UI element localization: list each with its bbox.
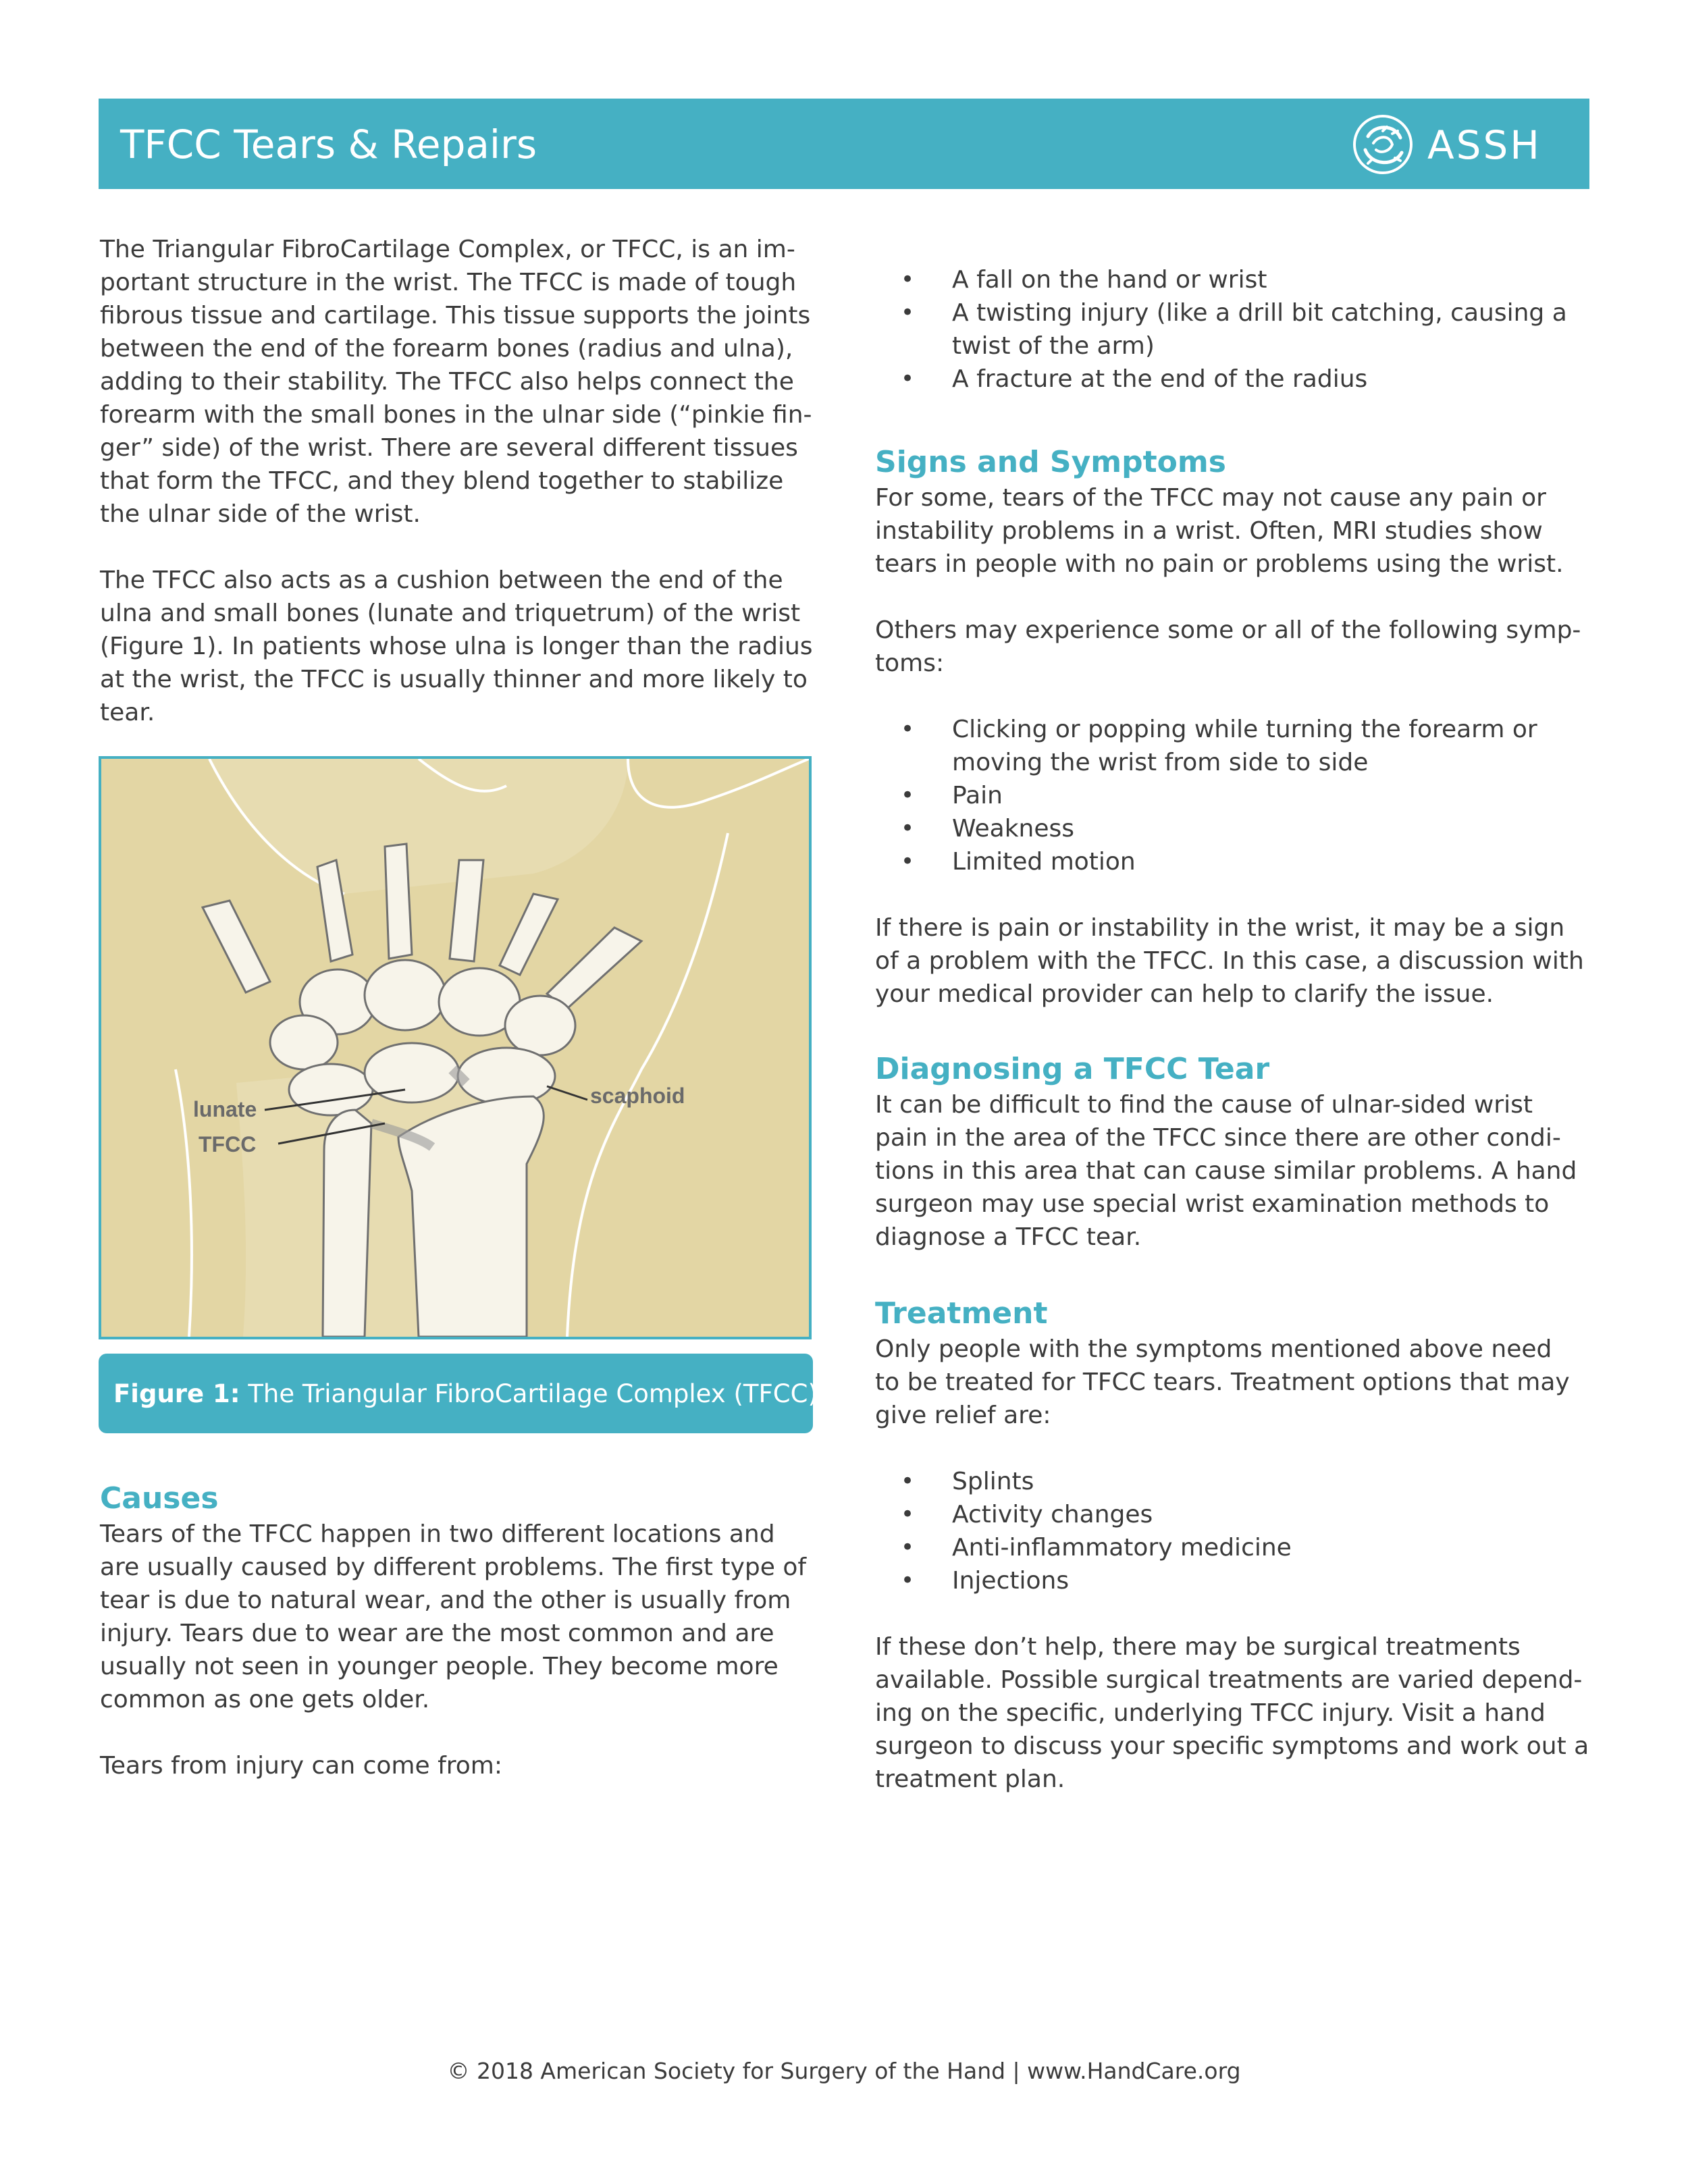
- caption-text: [113, 1378, 818, 1410]
- causes-heading: Causes: [100, 1481, 219, 1516]
- intro-paragraph-2: [100, 564, 816, 729]
- text-line: adding to their stability. The TFCC also helps connect the: [100, 368, 794, 396]
- text-line: Pain: [952, 782, 1003, 809]
- text-line: (Figure 1). In patients whose ulna is longer than the radius: [100, 633, 813, 660]
- list-item: • A fracture at the end of the radius: [875, 363, 1591, 396]
- treatment-heading: Treatment: [875, 1296, 1048, 1331]
- assh-hand-swirl-icon: [1348, 111, 1422, 178]
- list-item: • Weakness: [875, 812, 1591, 845]
- text-line: portant structure in the wrist. The TFCC is made of tough: [100, 269, 797, 296]
- list-item: • Injections: [875, 1564, 1591, 1597]
- text-line: tear is due to natural wear, and the other is usually from: [100, 1587, 791, 1614]
- causes-bullets-section: [875, 263, 1591, 396]
- figure-caption: [99, 1354, 818, 1433]
- text-line: It can be difficult to find the cause of ulnar-sided wrist: [875, 1091, 1533, 1119]
- page-title: TFCC Tears & Repairs: [120, 122, 537, 167]
- text-line: treatment plan.: [875, 1765, 1065, 1793]
- text-line: your medical provider can help to clarify the issue.: [875, 980, 1494, 1008]
- logo-text: ASSH: [1427, 122, 1541, 168]
- text-line: fibrous tissue and cartilage. This tissue supports the joints: [100, 302, 811, 329]
- caption-description: The Triangular FibroCartilage Complex (TFCC): [240, 1379, 818, 1408]
- list-item: • A fall on the hand or wrist: [875, 263, 1591, 296]
- causes-section: [100, 1480, 816, 1782]
- wrist-illustration: [101, 759, 809, 1337]
- text-line: of a problem with the TFCC. In this case, a discussion with: [875, 947, 1584, 975]
- signs-paragraph-1: [875, 481, 1591, 581]
- text-line: Activity changes: [952, 1501, 1153, 1528]
- intro-paragraph-1: [100, 233, 816, 531]
- wrist-figure: [99, 756, 812, 1339]
- text-line: If these don’t help, there may be surgical treatments: [875, 1633, 1521, 1661]
- intro-section: [100, 233, 816, 729]
- text-line: the ulnar side of the wrist.: [100, 500, 421, 528]
- text-line: Tears of the TFCC happen in two different locations and: [100, 1520, 775, 1548]
- text-line: If there is pain or instability in the wrist, it may be a sign: [875, 914, 1565, 942]
- treatment-paragraph-1: [875, 1333, 1591, 1432]
- text-line: A fracture at the end of the radius: [952, 365, 1368, 393]
- caption-label: Figure 1:: [113, 1379, 240, 1408]
- tfcc-label: TFCC: [199, 1132, 257, 1156]
- list-item: • A twisting injury (like a drill bit catching, causing a twist of the arm): [875, 296, 1591, 363]
- list-item: • Splints: [875, 1465, 1591, 1498]
- diagnosing-paragraph: [875, 1088, 1591, 1254]
- text-line: surgeon may use special wrist examination methods to: [875, 1190, 1550, 1218]
- causes-paragraph-1: [100, 1518, 816, 1716]
- text-line: tions in this area that can cause similar problems. A hand: [875, 1157, 1577, 1185]
- assh-logo: [1348, 111, 1571, 178]
- list-item: • Pain: [875, 779, 1591, 812]
- text-line: to be treated for TFCC tears. Treatment options that may: [875, 1368, 1570, 1396]
- list-item: • Anti-inflammatory medicine: [875, 1531, 1591, 1564]
- text-line: Weakness: [952, 815, 1075, 843]
- text-line: usually not seen in younger people. They become more: [100, 1653, 779, 1680]
- text-line: Others may experience some or all of the following symp-: [875, 616, 1581, 644]
- text-line: Limited motion: [952, 848, 1136, 876]
- treatment-section: [875, 1295, 1591, 1796]
- list-item: • Activity changes: [875, 1498, 1591, 1531]
- injury-causes-list: [875, 263, 1591, 396]
- symptoms-list: [875, 713, 1591, 878]
- scaphoid-label: scaphoid: [590, 1084, 685, 1108]
- text-line: The TFCC also acts as a cushion between the end of the: [100, 566, 783, 594]
- text-line: tear.: [100, 699, 155, 726]
- lunate-label: lunate: [193, 1097, 257, 1121]
- text-line: common as one gets older.: [100, 1686, 430, 1713]
- text-line: pain in the area of the TFCC since there are other condi-: [875, 1124, 1561, 1152]
- text-line: ger” side) of the wrist. There are several different tissues: [100, 434, 798, 462]
- text-line: at the wrist, the TFCC is usually thinner and more likely to: [100, 666, 808, 693]
- diagnosing-section: [875, 1050, 1591, 1254]
- text-line: Anti-inflammatory medicine: [952, 1534, 1292, 1562]
- text-line: give relief are:: [875, 1402, 1051, 1429]
- text-line: Clicking or popping while turning the forearm or: [952, 716, 1537, 743]
- text-line: ulna and small bones (lunate and triquetrum) of the wrist: [100, 600, 801, 627]
- text-line: The Triangular FibroCartilage Complex, or TFCC, is an im-: [100, 236, 795, 263]
- treatment-options-list: [875, 1465, 1591, 1597]
- text-line: A fall on the hand or wrist: [952, 266, 1267, 294]
- text-line: diagnose a TFCC tear.: [875, 1223, 1142, 1251]
- text-line: that form the TFCC, and they blend together to stabilize: [100, 467, 784, 495]
- list-item: • Clicking or popping while turning the forearm or moving the wrist from side to side: [875, 713, 1591, 779]
- text-line: A twisting injury (like a drill bit catching, causing a: [952, 299, 1567, 327]
- text-line: Only people with the symptoms mentioned above need: [875, 1335, 1552, 1363]
- signs-section: [875, 444, 1591, 1011]
- signs-heading: Signs and Symptoms: [875, 445, 1226, 479]
- text-line: moving the wrist from side to side: [952, 749, 1369, 776]
- text-line: Injections: [952, 1567, 1070, 1595]
- list-item: • Limited motion: [875, 845, 1591, 878]
- text-line: available. Possible surgical treatments are varied depend-: [875, 1666, 1583, 1694]
- text-line: toms:: [875, 649, 945, 677]
- header-bar: [99, 99, 1589, 189]
- text-line: injury. Tears due to wear are the most common and are: [100, 1620, 774, 1647]
- text-line: Splints: [952, 1468, 1034, 1495]
- text-line: between the end of the forearm bones (radius and ulna),: [100, 335, 793, 363]
- signs-paragraph-3: [875, 911, 1591, 1011]
- text-line: ing on the specific, underlying TFCC injury. Visit a hand: [875, 1699, 1546, 1727]
- text-line: For some, tears of the TFCC may not cause any pain or: [875, 484, 1546, 512]
- text-line: tears in people with no pain or problems using the wrist.: [875, 550, 1564, 578]
- text-line: twist of the arm): [952, 332, 1155, 360]
- text-line: are usually caused by different problems. The first type of: [100, 1553, 807, 1581]
- text-line: forearm with the small bones in the ulnar side (“pinkie fin-: [100, 401, 812, 429]
- signs-paragraph-2: [875, 614, 1591, 680]
- causes-paragraph-2: Tears from injury can come from:: [100, 1752, 502, 1780]
- text-line: surgeon to discuss your specific symptoms and work out a: [875, 1732, 1589, 1760]
- treatment-paragraph-2: [875, 1630, 1591, 1796]
- text-line: instability problems in a wrist. Often, MRI studies show: [875, 517, 1543, 545]
- diagnosing-heading: Diagnosing a TFCC Tear: [875, 1052, 1270, 1086]
- footer-copyright: © 2018 American Society for Surgery of the Hand | www.HandCare.org: [447, 2058, 1241, 2084]
